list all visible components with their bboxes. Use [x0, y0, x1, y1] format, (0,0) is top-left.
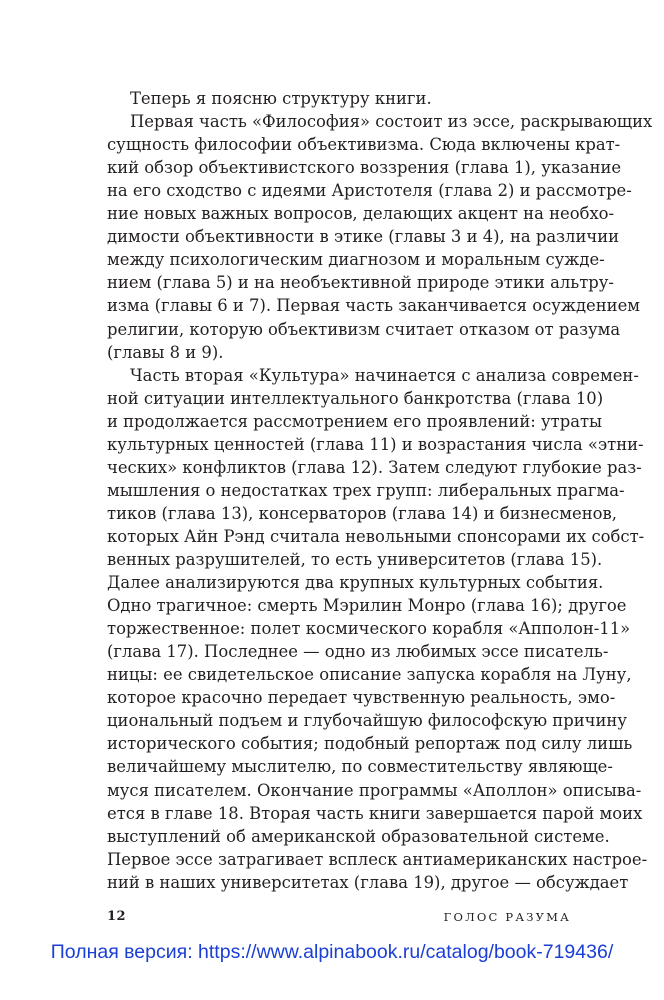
text-line: религии, которую объективизм считает отказом от разума [107, 319, 621, 339]
text-line: димости объективности в этике (главы 3 и 4), на различии [107, 227, 620, 247]
text-line: на его сходство с идеями Аристотеля (глава 2) и рассмотре- [107, 181, 632, 201]
text-line: которое красочно передает чувственную реальность, эмо- [107, 688, 616, 708]
text-line: Теперь я поясню структуру книги. [130, 89, 432, 108]
text-line: ной ситуации интеллектуального банкротства (глава 10) [107, 388, 604, 408]
text-line: ется в главе 18. Вторая часть книги завершается парой моих [107, 803, 643, 823]
text-line: ческих» конфликтов (глава 12). Затем следуют глубокие раз- [107, 457, 642, 477]
text-line: мышления о недостатках трех групп: либеральных прагма- [107, 480, 625, 500]
text-line: исторического события; подобный репортаж под силу лишь [107, 734, 633, 754]
running-title: ГОЛОС РАЗУМА [443, 910, 571, 924]
text-line: сущность философии объективизма. Сюда включены крат- [107, 135, 621, 155]
text-line: муся писателем. Окончание программы «Аполлон» описыва- [107, 780, 642, 800]
full-version-label: Полная версия: [50, 941, 199, 963]
text-line: выступлений об американской образовательной системе. [107, 826, 610, 846]
text-line: торжественное: полет космического корабля «Апполон-11» [107, 619, 631, 639]
text-line: (глава 17). Последнее — одно из любимых эссе писатель- [107, 642, 609, 662]
full-version-banner [0, 941, 664, 964]
text-line: кий обзор объективистского воззрения (глава 1), указание [107, 158, 622, 178]
text-line: величайшему мыслителю, по совместительству являюще- [107, 757, 613, 777]
text-line: ние новых важных вопросов, делающих акцент на необхо- [107, 204, 615, 224]
text-line: (главы 8 и 9). [107, 342, 224, 362]
text-line: венных разрушителей, то есть университетов (глава 15). [107, 550, 603, 569]
text-line: Часть вторая «Культура» начинается с анализа современ- [130, 365, 639, 385]
text-line: и продолжается рассмотрением его проявлений: утраты [107, 411, 603, 431]
text-line: культурных ценностей (глава 11) и возрастания числа «этни- [107, 434, 644, 454]
text-line: между психологическим диагнозом и моральным сужде- [107, 250, 605, 270]
page-number: 12 [107, 909, 127, 924]
text-line: Первое эссе затрагивает всплеск антиамериканских настрое- [107, 849, 648, 869]
text-line: которых Айн Рэнд считала невольными спонсорами их собст- [107, 526, 645, 546]
text-line: Одно трагичное: смерть Мэрилин Монро (глава 16); другое [107, 596, 627, 616]
text-line: Первая часть «Философия» состоит из эссе, раскрывающих [130, 112, 653, 132]
text-line: ницы: ее свидетельское описание запуска корабля на Луну, [107, 665, 632, 685]
text-line: изма (главы 6 и 7). Первая часть заканчивается осуждением [107, 296, 641, 316]
text-line: Далее анализируются два крупных культурных события. [107, 573, 604, 593]
text-line: тиков (глава 13), консерваторов (глава 14) и бизнесменов, [107, 503, 617, 523]
text-line: циональный подъем и глубочайшую философскую причину [107, 711, 627, 731]
full-version-link[interactable]: https://www.alpinabook.ru/catalog/book-719436/ [198, 941, 614, 963]
text-line: ний в наших университетах (глава 19), другое — обсуждает [107, 872, 629, 892]
text-line: нием (глава 5) и на необъективной природе этики альтру- [107, 273, 614, 293]
